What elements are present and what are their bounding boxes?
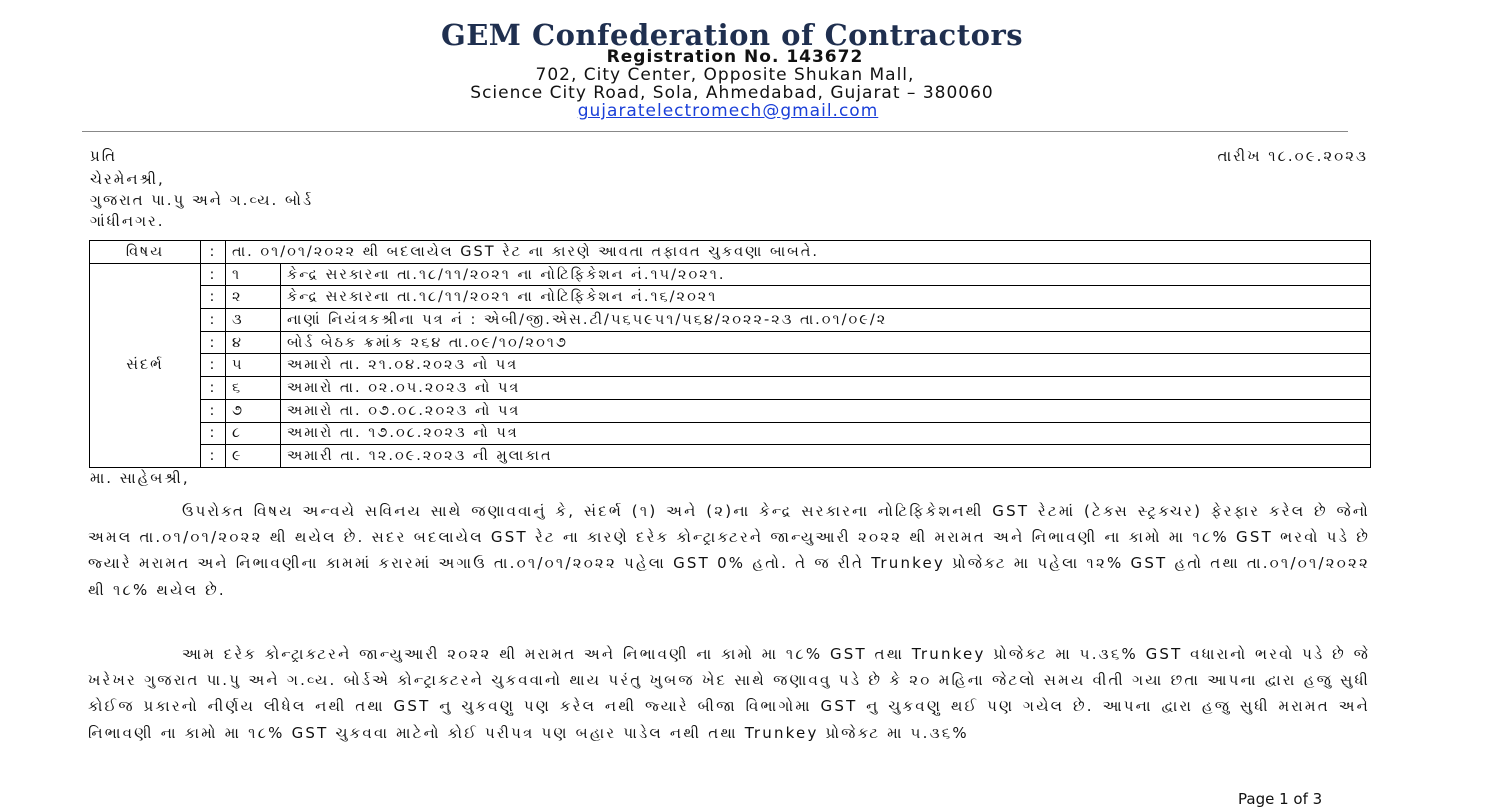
reference-row — [90, 377, 1371, 400]
subject-colon: : — [201, 241, 226, 264]
recipient-line-3: ગાંધીનગર. — [90, 212, 165, 230]
reference-colon: : — [201, 399, 226, 422]
recipient-prati: પ્રતિ — [90, 147, 118, 165]
reference-colon: : — [201, 263, 226, 286]
reference-number: ૮ — [226, 422, 281, 445]
reference-number: ૫ — [226, 354, 281, 377]
reference-number: ૩ — [226, 309, 281, 332]
subject-text: તા. ૦૧/૦૧/૨૦૨૨ થી બદલાયેલ GST રેટ ના કારણે આવતા તફાવત ચુકવણા બાબતે. — [226, 241, 1371, 264]
org-name: GEM Confederation of Contractors — [440, 18, 1024, 52]
reference-row — [90, 445, 1371, 468]
reference-text: અમારો તા. ૦૨.૦૫.૨૦૨૩ નો પત્ર — [281, 377, 1371, 400]
address-line-2: Science City Road, Sola, Ahmedabad, Gujarat – 380060 — [470, 83, 994, 103]
reference-number: ૬ — [226, 377, 281, 400]
subject-label: વિષય — [90, 241, 201, 264]
salutation: મા. સાહેબશ્રી, — [90, 469, 190, 487]
email-link[interactable]: gujaratelectromech@gmail.com — [577, 101, 879, 121]
reference-colon: : — [201, 309, 226, 332]
registration-number: Registration No. 143672 — [606, 47, 864, 67]
body-paragraph-1 — [88, 498, 1370, 603]
reference-label: સંદર્ભ — [90, 263, 201, 467]
subject-row — [90, 241, 1371, 264]
paragraph-text: ઉપરોક્ત વિષય અન્વયે સવિનય સાથે જણાવવાનું કે, સંદર્ભ (૧) અને (૨)ના કેન્દ્ર સરકારના નોટિફિકેશનથી GST રેટમાં (ટેક્સ સ્ટ્રક્ચર) ફેરફાર કરેલ છે જેનો અમલ તા.૦૧/૦૧/૨૦૨૨ થી થયેલ છે. સદર બદલાયેલ GST રેટ ના કારણે દરેક કોન્ટ્રાક્ટરને જાન્યુઆરી ૨૦૨૨ થી મરામત અને નિભાવણી ના કામો મા ૧૮% GST ભરવો પડે છે જ્યારે મરામત અને નિભાવણીના કામમાં કરારમાં અગાઉ તા.૦૧/૦૧/૨૦૨૨ પહેલા GST 0% હતો. તે જ રીતે Trunkey પ્રોજેક્ટ મા પહેલા ૧૨% GST હતો તથા તા.૦૧/૦૧/૨૦૨૨ થી ૧૮% થયેલ છે. — [88, 502, 1370, 599]
reference-colon: : — [201, 377, 226, 400]
reference-text: નાણાં નિયંત્રકશ્રીના પત્ર નં : એબી/જી.એસ.ટી/૫૬૫૯૫૧/૫૬૪/૨૦૨૨-૨૩ તા.૦૧/૦૯/૨ — [281, 309, 1371, 332]
reference-colon: : — [201, 422, 226, 445]
reference-colon: : — [201, 331, 226, 354]
reference-row — [90, 263, 1371, 286]
subject-reference-table — [89, 240, 1371, 468]
body-paragraph-2 — [88, 641, 1370, 746]
recipient-line-1: ચેરમેનશ્રી, — [90, 170, 165, 188]
reference-number: ૨ — [226, 286, 281, 309]
reference-text: અમારી તા. ૧૨.૦૯.૨૦૨૩ ની મુલાકાત — [281, 445, 1371, 468]
reference-text: અમારો તા. ૦૭.૦૮.૨૦૨૩ નો પત્ર — [281, 399, 1371, 422]
reference-number: ૪ — [226, 331, 281, 354]
address-line-1: 702, City Center, Opposite Shukan Mall, — [535, 65, 915, 85]
letter-date: તારીખ ૧૮.૦૯.૨૦૨૩ — [1217, 147, 1368, 165]
page-number: Page 1 of 3 — [1238, 790, 1323, 808]
reference-text: કેન્દ્ર સરકારના તા.૧૮/૧૧/૨૦૨૧ ના નોટિફિકેશન નં.૧૬/૨૦૨૧ — [281, 286, 1371, 309]
paragraph-text: આમ દરેક કોન્ટ્રાક્ટરને જાન્યુઆરી ૨૦૨૨ થી મરામત અને નિભાવણી ના કામો મા ૧૮% GST તથા Trunkey પ્રોજેક્ટ મા ૫.૩૬% GST વધારાનો ભરવો પડે છે જે ખરેખર ગુજરાત પા.પુ અને ગ.વ્ય. બોર્ડએ કોન્ટ્રાક્ટરને ચુકવવાનો થાય પરંતુ ખુબજ ખેદ સાથે જણાવવુ પડે છે કે ૨૦ મહિના જેટલો સમય વીતી ગયા છતા આપના દ્વારા હજુ સુધી કોઈજ પ્રકારનો નીર્ણય લીધેલ નથી તથા GST નુ ચુકવણુ પણ કરેલ નથી જ્યારે બીજા વિભાગોમા GST નુ ચુકવણુ થઈ પણ ગયેલ છે. આપના દ્વારા હજુ સુધી મરામત અને નિભાવણી ના કામો મા ૧૮% GST ચુકવવા માટેનો કોઈ પરીપત્ર પણ બહાર પાડેલ નથી તથા Trunkey પ્રોજેક્ટ મા ૫.૩૬% — [88, 645, 1370, 742]
reference-number: ૯ — [226, 445, 281, 468]
reference-number: ૭ — [226, 399, 281, 422]
reference-colon: : — [201, 354, 226, 377]
reference-number: ૧ — [226, 263, 281, 286]
reference-row — [90, 354, 1371, 377]
reference-row — [90, 309, 1371, 332]
reference-row — [90, 399, 1371, 422]
reference-text: અમારો તા. ૧૭.૦૮.૨૦૨૩ નો પત્ર — [281, 422, 1371, 445]
reference-row — [90, 331, 1371, 354]
reference-row — [90, 286, 1371, 309]
reference-colon: : — [201, 445, 226, 468]
reference-text: કેન્દ્ર સરકારના તા.૧૮/૧૧/૨૦૨૧ ના નોટિફિકેશન નં.૧૫/૨૦૨૧. — [281, 263, 1371, 286]
recipient-line-2: ગુજરાત પા.પુ અને ગ.વ્ય. બોર્ડ — [90, 191, 314, 209]
reference-text: બોર્ડ બેઠક ક્રમાંક ૨૬૪ તા.૦૯/૧૦/૨૦૧૭ — [281, 331, 1371, 354]
reference-colon: : — [201, 286, 226, 309]
reference-row — [90, 422, 1371, 445]
reference-text: અમારો તા. ૨૧.૦૪.૨૦૨૩ નો પત્ર — [281, 354, 1371, 377]
header-divider — [82, 131, 1348, 132]
